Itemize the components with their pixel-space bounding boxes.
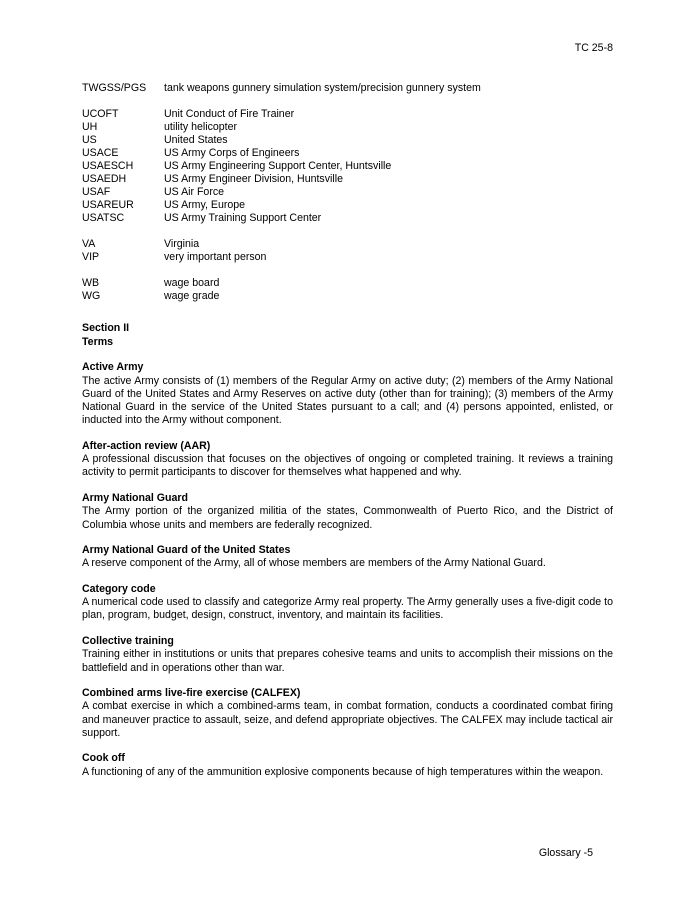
term-title: Active Army [82,361,144,373]
abbreviation-row [82,160,613,173]
abbreviation-row [82,251,613,264]
abbreviation-row [82,238,613,251]
abbreviation-group [82,277,613,303]
abbreviation-definition: very important person [164,251,267,263]
abbreviation-code: VA [82,238,96,250]
abbreviation-code: US [82,134,97,146]
abbreviation-definition: wage grade [164,290,220,302]
abbreviation-definition: US Army Engineer Division, Huntsville [164,173,343,185]
abbreviation-code: WG [82,290,101,302]
abbreviation-row [82,134,613,147]
term-definition: The active Army consists of (1) members of the Regular Army on active duty; (2) members of the Army National Guard of the United States and Army Reserves on active duty (other than for training); (3) members of the Army National Guard in the service of the United States pursuant to a call; and (4) persons appointed, enlisted, or inducted into the Army without component. [82,374,613,427]
abbreviation-code: USAEDH [82,173,127,185]
abbreviation-row [82,121,613,134]
term-title: Combined arms live-fire exercise (CALFEX) [82,686,301,699]
term-definition: Training either in institutions or units that prepares cohesive teams and units to accomplish their missions on the battlefield and in operations other than war. [82,648,613,674]
abbreviation-group [82,238,613,264]
glossary-term [82,752,613,779]
abbreviation-row [82,212,613,225]
abbreviation-definition: tank weapons gunnery simulation system/precision gunnery system [164,82,481,94]
term-definition: The Army portion of the organized militia of the states, Commonwealth of Puerto Rico, and the District of Columbia whose units and members are federally recognized. [82,505,613,531]
glossary-content [82,82,613,779]
abbreviation-row [82,199,613,212]
section-number: Section II [82,322,130,334]
abbreviation-row [82,147,613,160]
abbreviation-row [82,173,613,186]
abbreviation-row [82,108,613,121]
glossary-term [82,583,613,623]
term-title: Cook off [82,752,125,765]
section-heading [82,321,613,349]
abbreviation-code: TWGSS/PGS [82,82,147,94]
term-title: Collective training [82,634,174,647]
glossary-term [82,687,613,740]
term-title: Category code [82,582,156,595]
page-footer: Glossary -5 [538,847,593,859]
abbreviation-row [82,277,613,290]
abbreviation-row [82,82,613,95]
glossary-term [82,440,613,480]
glossary-term [82,492,613,532]
abbreviation-row [82,290,613,303]
abbreviation-definition: US Air Force [164,186,225,198]
term-title: Army National Guard of the United States [82,543,291,556]
abbreviation-code: UCOFT [82,108,119,120]
abbreviation-definition: US Army Engineering Support Center, Huntsville [164,160,392,172]
abbreviation-definition: United States [164,134,228,146]
abbreviation-code: USAESCH [82,160,134,172]
abbreviation-code: USATSC [82,212,125,224]
abbreviation-definition: Virginia [164,238,200,250]
terms-list [82,361,613,779]
glossary-term [82,544,613,571]
abbreviation-group [82,108,613,225]
glossary-term [82,361,613,428]
abbreviation-definition: US Army, Europe [164,199,246,211]
abbreviation-definition: US Army Training Support Center [164,212,322,224]
abbreviation-code: UH [82,121,98,133]
section-title: Terms [82,336,114,348]
abbreviation-code: USACE [82,147,119,159]
term-definition: A combat exercise in which a combined-arms team, in combat formation, conducts a coordinated combat firing and maneuver practice to assault, seize, and defend appropriate objectives. The CALFEX may include tactical air support. [82,700,613,739]
abbreviation-list [82,82,613,303]
term-title: After-action review (AAR) [82,439,211,452]
abbreviation-definition: US Army Corps of Engineers [164,147,300,159]
term-definition: A professional discussion that focuses on the objectives of ongoing or completed training. It reviews a training activity to permit participants to discover for themselves what happened and why. [82,453,613,479]
document-id: TC 25-8 [574,42,613,54]
abbreviation-definition: wage board [164,277,220,289]
abbreviation-definition: utility helicopter [164,121,238,133]
term-definition: A numerical code used to classify and categorize Army real property. The Army generally uses a five-digit code to plan, program, budget, design, construct, inventory, and maintain its facilities. [82,596,613,622]
term-definition: A functioning of any of the ammunition explosive components because of high temperatures within the weapon. [82,765,604,778]
abbreviation-code: USAF [82,186,111,198]
abbreviation-code: VIP [82,251,100,263]
glossary-term [82,635,613,675]
abbreviation-group [82,82,613,95]
abbreviation-definition: Unit Conduct of Fire Trainer [164,108,295,120]
abbreviation-row [82,186,613,199]
term-definition: A reserve component of the Army, all of whose members are members of the Army National Guard. [82,557,546,570]
term-title: Army National Guard [82,491,188,504]
abbreviation-code: WB [82,277,100,289]
abbreviation-code: USAREUR [82,199,134,211]
